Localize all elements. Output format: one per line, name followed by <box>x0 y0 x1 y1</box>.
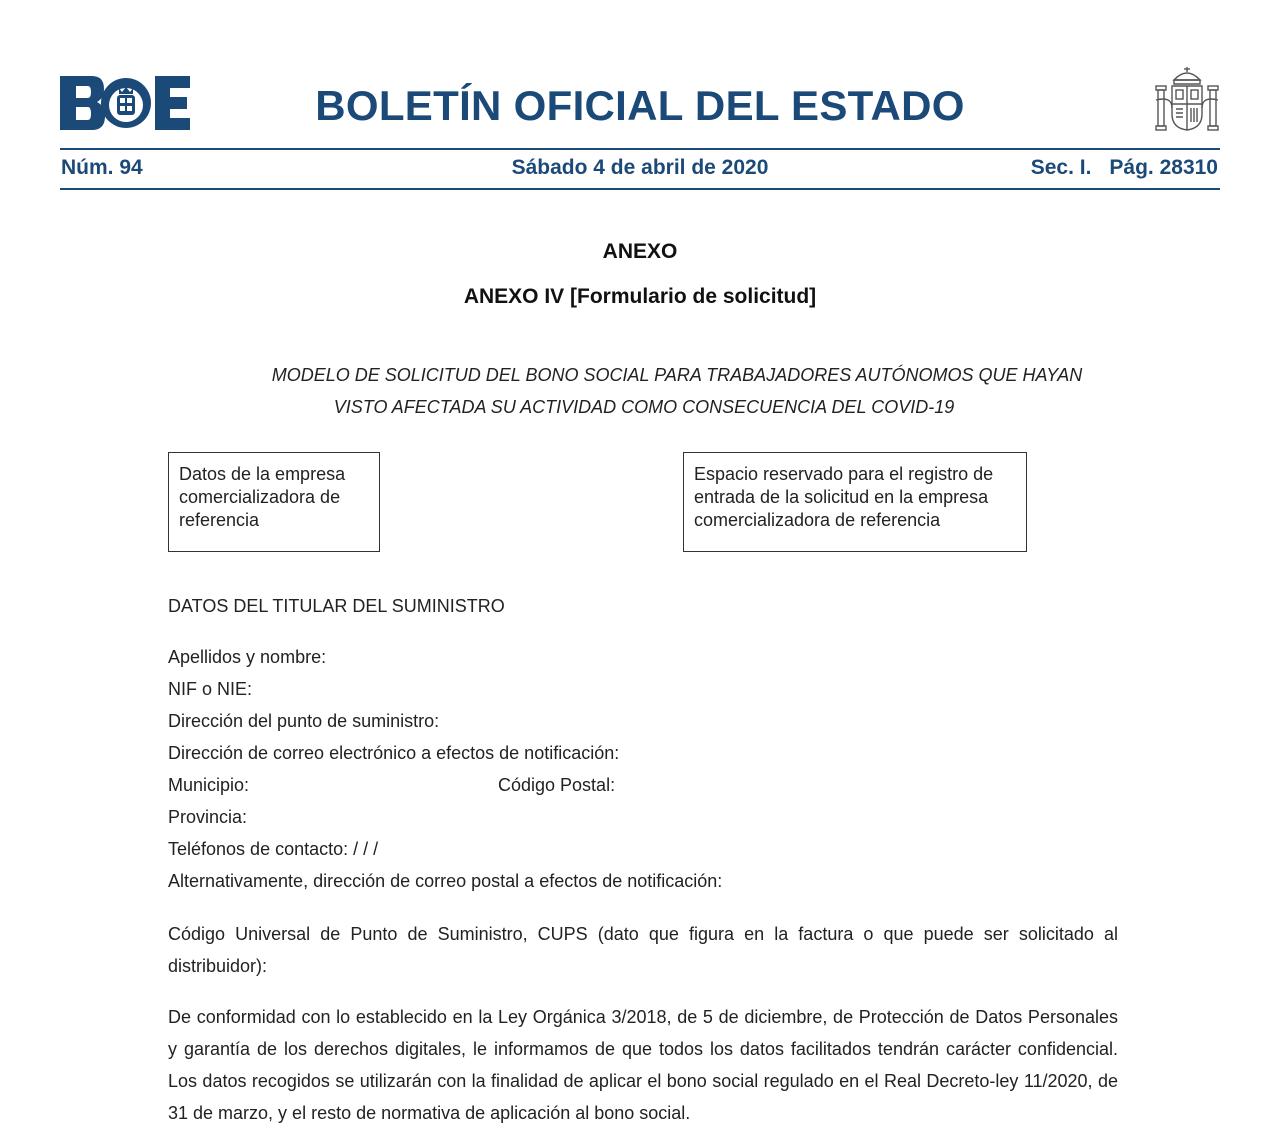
field-address: Dirección del punto de suministro: <box>168 711 440 731</box>
field-province: Provincia: <box>168 807 248 827</box>
field-phones: Teléfonos de contacto: / / / <box>168 839 379 859</box>
coat-of-arms-icon <box>1152 64 1222 136</box>
boe-logo <box>60 76 190 130</box>
registry-box: Espacio reservado para el registro de entrada de la solicitud en la empresa comercializadora de referencia <box>683 452 1027 552</box>
cups-paragraph: Código Universal de Punto de Suministro, CUPS (dato que figura en la factura o que puede ser solicitado al distribuidor): <box>168 924 1118 976</box>
header-rule-bottom <box>60 188 1220 190</box>
header-rule-top <box>60 148 1220 150</box>
field-nif: NIF o NIE: <box>168 679 253 699</box>
field-municipality: Municipio: <box>168 775 250 795</box>
annex-heading: ANEXO <box>602 240 678 263</box>
field-postal-address: Alternativamente, dirección de correo postal a efectos de notificación: <box>168 871 723 891</box>
section-label: Sec. I. <box>1030 156 1092 179</box>
model-title-line-1: MODELO DE SOLICITUD DEL BONO SOCIAL PARA TRABAJADORES AUTÓNOMOS QUE HAYAN <box>271 365 1083 385</box>
privacy-paragraph: De conformidad con lo establecido en la Ley Orgánica 3/2018, de 5 de diciembre, de Protección de Datos Personales y garantía de los derechos digitales, le informamos de que todos los datos facilitados tendrán carácter confidencial. Los datos recogidos se utilizarán con la finalidad de aplicar el bono social regulado en el Real Decreto-ley 11/2020, de 31 de marzo, y el resto de normativa de aplicación al bono social. <box>168 1007 1118 1123</box>
company-data-box: Datos de la empresa comercializadora de referencia <box>168 452 380 552</box>
issue-date: Sábado 4 de abril de 2020 <box>511 156 769 179</box>
page-title: BOLETÍN OFICIAL DEL ESTADO <box>315 82 965 129</box>
section-page <box>1031 156 1218 180</box>
page-number: Pág. 28310 <box>1109 156 1218 179</box>
annex-subheading: ANEXO IV [Formulario de solicitud] <box>463 285 817 308</box>
field-name: Apellidos y nombre: <box>168 647 327 667</box>
issue-number: Núm. 94 <box>61 156 143 179</box>
field-email: Dirección de correo electrónico a efectos de notificación: <box>168 743 620 763</box>
model-title-line-2: VISTO AFECTADA SU ACTIVIDAD COMO CONSECUENCIA DEL COVID-19 <box>333 397 955 417</box>
section-title: DATOS DEL TITULAR DEL SUMINISTRO <box>168 596 505 616</box>
field-postal-code: Código Postal: <box>498 775 616 795</box>
